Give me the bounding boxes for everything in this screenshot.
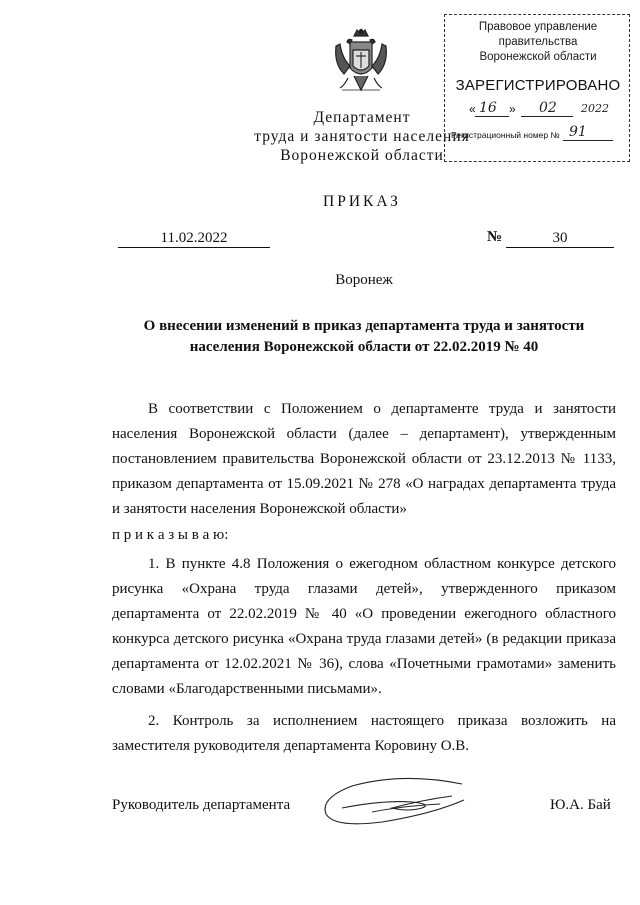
order-date: 11.02.2022: [118, 229, 270, 248]
stamp-reg-number-label: Регистрационный номер №: [451, 130, 560, 140]
handwritten-signature: [312, 770, 482, 834]
department-name: [0, 108, 640, 165]
order-subject: [112, 316, 616, 358]
order-word: п р и к а з ы в а ю:: [112, 527, 229, 543]
department-line2: труда и занятости населения: [254, 128, 470, 145]
order-number-sign: №: [487, 229, 503, 245]
stamp-organization-line2: Воронежской области: [479, 51, 597, 63]
stamp-date-year: 2022: [581, 102, 609, 115]
stamp-reg-number: 91: [569, 124, 587, 140]
coat-of-arms-emblem: [330, 28, 392, 98]
signatory-name: Ю.А. Бай: [550, 797, 611, 813]
stamp-date-day: 16: [479, 100, 497, 116]
department-line1: Департамент: [313, 109, 411, 126]
preamble-paragraph: В соответствии с Положением о департаменте труда и занятости населения Воронежской области (далее – департамент), утвержденным постановлением правительства Воронежской области от 23.12.2013 № 1133, приказом департамента от 15.09.2021 № 278 «О наградах департамента труда и занятости населения Воронежской области»: [112, 401, 616, 517]
order-number: 30: [506, 229, 614, 248]
department-line3: Воронежской области: [280, 147, 444, 164]
order-body: [112, 397, 616, 759]
city: Воронеж: [335, 272, 393, 288]
order-title: ПРИКАЗ: [323, 193, 401, 210]
order-subject-line2: населения Воронежской области от 22.02.2019 № 40: [189, 339, 539, 355]
order-item-2: 2. Контроль за исполнением настоящего приказа возложить на заместителя руководителя департамента Коровину О.В.: [112, 713, 616, 754]
stamp-registered-label: ЗАРЕГИСТРИРОВАНО: [455, 77, 621, 94]
signatory-position: Руководитель департамента: [112, 797, 291, 813]
order-item-1: 1. В пункте 4.8 Положения о ежегодном областном конкурсе детского рисунка «Охрана труда глазами детей», утвержденного приказом департамента от 22.02.2019 № 40 «О проведении ежегодного областного конкурса детского рисунка «Охрана труда глазами детей» (в редакции приказа департамента от 12.02.2021 № 36), слова «Почетными грамотами» заменить словами «Благодарственными письмами».: [112, 556, 616, 697]
stamp-date-open-quote: «: [469, 102, 476, 116]
stamp-date-month: 02: [539, 100, 557, 116]
stamp-organization-line1: Правовое управление правительства: [478, 21, 598, 48]
stamp-date-close-quote: »: [509, 102, 516, 116]
order-subject-line1: О внесении изменений в приказ департамента труда и занятости: [143, 318, 585, 334]
